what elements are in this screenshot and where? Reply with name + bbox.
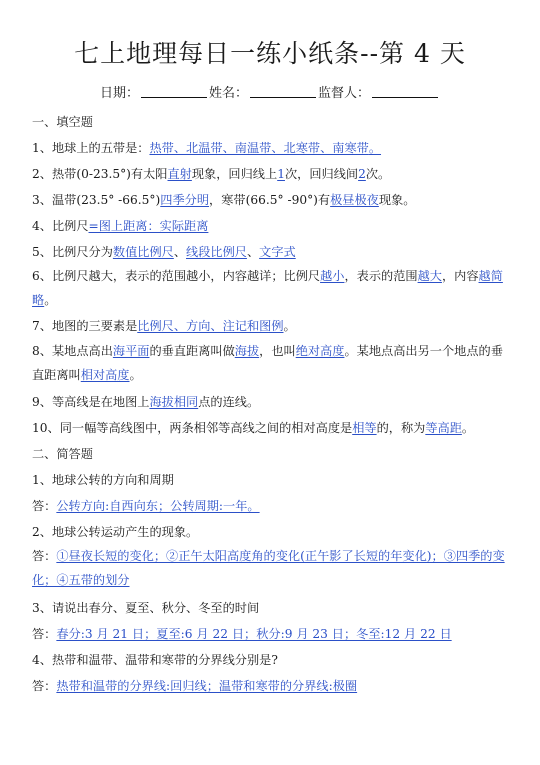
short-answer-3: 答：春分:3 月 21 日；夏至:6 月 22 日；秋分:9 月 23 日；冬至:12 月 22 日 — [32, 627, 452, 641]
question-1: 1、地球上的五带是：热带、北温带、南温带、北寒带、南寒带。 — [32, 141, 382, 155]
answer: 春分:3 月 21 日；夏至:6 月 22 日；秋分:9 月 23 日；冬至:12 月 22 日 — [56, 627, 452, 641]
answer: =图上距离：实际距离 — [88, 219, 209, 233]
short-question-4: 4、热带和温带、温带和寒带的分界线分别是? — [32, 653, 278, 667]
answer: 文字式 — [259, 245, 296, 259]
question-3: 3、温带(23.5° -66.5°)四季分明，寒带(66.5° -90°)有极昼极夜现象。 — [32, 193, 416, 207]
section-heading-short: 二、简答题 — [32, 447, 93, 461]
answer: 2 — [358, 167, 366, 181]
question-2: 2、热带(0-23.5°)有太阳直射现象，回归线上1次，回归线间2次。 — [32, 167, 391, 181]
name-label: 姓名： — [208, 86, 248, 101]
answer: 海拔相同 — [149, 395, 199, 409]
question-10: 10、同一幅等高线图中，两条相邻等高线之间的相对高度是相等的，称为等高距。 — [32, 421, 475, 435]
answer: 等高距 — [425, 421, 462, 435]
date-label: 日期： — [99, 86, 139, 101]
answer: 海拔 — [234, 344, 260, 358]
question-8: 8、某地点高出海平面的垂直距离叫做海拔，也叫绝对高度。某地点高出另一个地点的垂直距离叫相对高度。 — [32, 344, 503, 382]
answer: 极昼极夜 — [330, 193, 379, 207]
answer: 绝对高度 — [295, 344, 345, 358]
answer: 热带和温带的分界线:回归线；温带和寒带的分界线:极圈 — [56, 679, 358, 693]
answer: 直射 — [167, 167, 192, 181]
answer: 越小 — [320, 269, 345, 283]
answer: 越简略 — [32, 269, 503, 307]
supervisor-blank[interactable] — [372, 84, 438, 98]
short-question-2: 2、地球公转运动产生的现象。 — [32, 525, 199, 539]
short-answer-4: 答：热带和温带的分界线:回归线；温带和寒带的分界线:极圈 — [32, 679, 358, 693]
answer: 相对高度 — [80, 368, 130, 382]
page-title: 七上地理每日一练小纸条--第 4 天 — [74, 39, 466, 68]
short-answer-2: 答：①昼夜长短的变化；②正午太阳高度角的变化(正午影了长短的年变化)；③四季的变化；④五带的划分 — [32, 549, 505, 587]
question-4: 4、比例尺=图上距离：实际距离 — [32, 219, 209, 233]
answer: 数值比例尺 — [112, 245, 174, 259]
question-5: 5、比例尺分为数值比例尺、线段比例尺、文字式 — [32, 245, 296, 259]
section-heading-fill: 一、填空题 — [32, 115, 93, 129]
date-blank[interactable] — [141, 84, 207, 98]
question-9: 9、等高线是在地图上海拔相同点的连线。 — [32, 395, 260, 409]
short-question-1: 1、地球公转的方向和周期 — [32, 473, 174, 487]
short-question-3: 3、请说出春分、夏至、秋分、冬至的时间 — [32, 601, 260, 615]
answer: 比例尺、方向、注记和图例 — [137, 319, 284, 333]
answer: ①昼夜长短的变化；②正午太阳高度角的变化(正午影了长短的年变化)；③四季的变化；④五带的划分 — [32, 549, 505, 587]
supervisor-label: 监督人： — [318, 86, 371, 101]
answer: 海平面 — [112, 344, 150, 358]
question-7: 7、地图的三要素是比例尺、方向、注记和图例。 — [32, 319, 296, 333]
answer: 相等 — [352, 421, 377, 435]
answer: 1 — [277, 167, 285, 181]
answer: 热带、北温带、南温带、北寒带、南寒带 — [149, 141, 369, 155]
answer: 四季分明 — [160, 193, 210, 207]
answer: 线段比例尺 — [186, 245, 247, 259]
question-6: 6、比例尺越大，表示的范围越小，内容越详；比例尺越小，表示的范围越大，内容越简略。 — [32, 269, 503, 307]
answer: 公转方向:自西向东；公转周期:一年。 — [56, 499, 260, 513]
name-blank[interactable] — [250, 84, 316, 98]
answer: 越大 — [417, 269, 442, 283]
short-answer-1: 答：公转方向:自西向东；公转周期:一年。 — [32, 499, 260, 513]
header-fields — [0, 82, 540, 101]
